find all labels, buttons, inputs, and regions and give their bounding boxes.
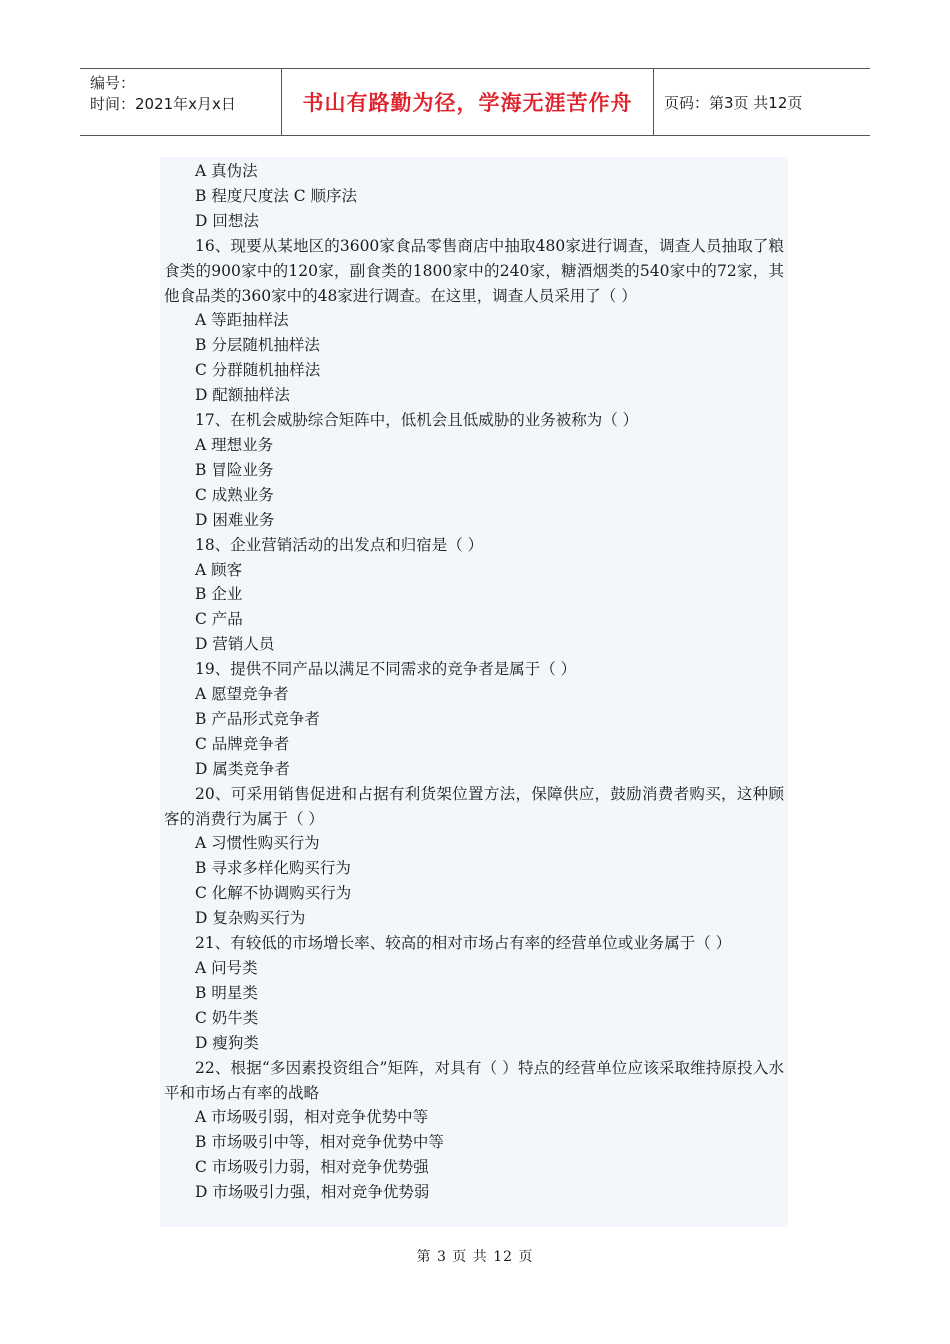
page-header: [80, 68, 870, 136]
text-line: D 回想法: [195, 211, 259, 230]
text-line: D 复杂购买行为: [195, 909, 306, 928]
text-line: 19、提供不同产品以满足不同需求的竞争者是属于（ ）: [195, 660, 577, 679]
text-line: 16、现要从某地区的3600家食品零售商店中抽取480家进行调查，调查人员抽取了粮食类的900家中的120家，副食类的1800家中的240家，糖酒烟类的540家中的72家，其他食品类的360家中的48家进行调查。在这里，调查人员采用了（ ）: [164, 236, 784, 305]
text-line: D 营销人员: [195, 635, 275, 654]
text-line: D 瘦狗类: [195, 1033, 259, 1052]
text-line: C 分群随机抽样法: [195, 361, 321, 380]
time-label: 时间：2021年x月x日: [90, 95, 236, 113]
text-line: 18、企业营销活动的出发点和归宿是（ ）: [195, 535, 484, 554]
text-line: 20、可采用销售促进和占据有利货架位置方法，保障供应，鼓励消费者购买，这种顾客的消费行为属于（ ）: [164, 784, 784, 828]
text-line: C 产品: [195, 610, 243, 629]
header-page-info-cell: [654, 69, 870, 135]
text-line: A 顾客: [195, 560, 243, 579]
number-label: 编号：: [90, 74, 136, 92]
text-line: C 奶牛类: [195, 1008, 259, 1027]
header-page-info: 页码：第3页 共12页: [664, 93, 803, 112]
document-body: [160, 157, 788, 1227]
text-line: A 等距抽样法: [195, 311, 289, 330]
header-motto-cell: [282, 69, 654, 135]
text-line: C 市场吸引力弱，相对竞争优势强: [195, 1158, 429, 1177]
text-line: 22、根据“多因素投资组合”矩阵，对具有（ ）特点的经营单位应该采取维持原投入水平和市场占有率的战略: [164, 1058, 784, 1102]
text-line: B 明星类: [195, 983, 258, 1002]
text-line: A 理想业务: [195, 435, 274, 454]
text-line: C 化解不协调购买行为: [195, 884, 352, 903]
text-line: A 真伪法: [195, 162, 258, 180]
text-line: B 市场吸引中等，相对竞争优势中等: [195, 1133, 444, 1152]
text-line: 17、在机会威胁综合矩阵中，低机会且低威胁的业务被称为（ ）: [195, 411, 639, 430]
text-line: C 品牌竞争者: [195, 734, 290, 753]
text-line: D 配额抽样法: [195, 386, 290, 405]
text-line: D 困难业务: [195, 510, 275, 529]
text-line: B 分层随机抽样法: [195, 336, 320, 355]
text-line: C 成熟业务: [195, 485, 274, 504]
text-line: A 问号类: [195, 959, 258, 977]
text-line: B 企业: [195, 585, 243, 604]
text-line: A 市场吸引弱，相对竞争优势中等: [195, 1108, 429, 1127]
page-footer: 第 3 页 共 12 页: [416, 1249, 534, 1265]
text-line: D 属类竞争者: [195, 759, 290, 778]
text-line: 21、有较低的市场增长率、较高的相对市场占有率的经营单位或业务属于（ ）: [195, 934, 732, 953]
text-line: A 愿望竞争者: [195, 685, 289, 704]
text-line: B 程度尺度法 C 顺序法: [195, 186, 358, 205]
text-line: A 习惯性购买行为: [195, 834, 320, 853]
text-line: D 市场吸引力强，相对竞争优势弱: [195, 1183, 430, 1202]
header-motto: 书山有路勤为径，学海无涯苦作舟: [302, 91, 633, 115]
text-line: B 寻求多样化购买行为: [195, 859, 351, 878]
header-meta: [80, 69, 282, 135]
text-line: B 产品形式竞争者: [195, 709, 320, 728]
text-line: B 冒险业务: [195, 460, 274, 479]
